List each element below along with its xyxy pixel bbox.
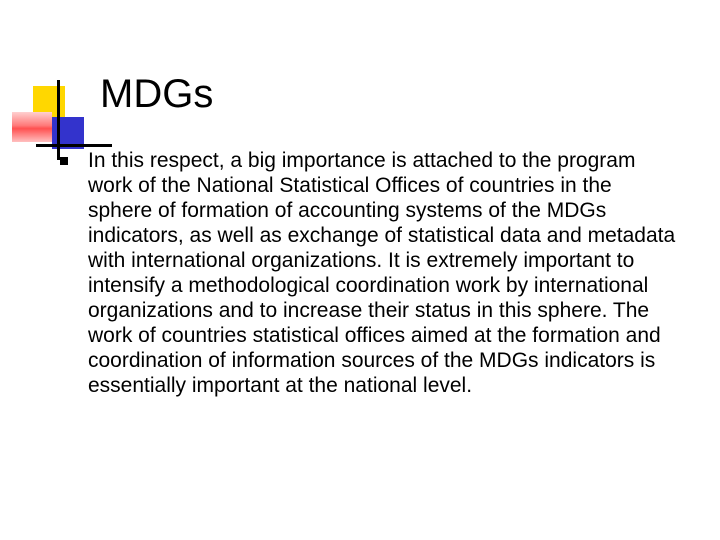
logo-red-gradient-square — [12, 112, 52, 142]
square-bullet-icon — [60, 157, 68, 165]
logo-horizontal-line — [36, 144, 112, 147]
bullet-item — [60, 148, 676, 398]
bullet-text: In this respect, a big importance is attached to the program work of the National Statistical Offices of countries in the sphere of formation of accounting systems of the MDGs indicators, as well as exchange of statistical data and metadata with international organizations. It is extremely important to intensify a methodological coordination work by international organizations and to increase their status in this sphere. The work of countries statistical offices aimed at the formation and coordination of information sources of the MDGs indicators is essentially important at the national level. — [88, 149, 676, 397]
slide-title: MDGs — [100, 72, 214, 116]
slide-content — [60, 148, 676, 398]
